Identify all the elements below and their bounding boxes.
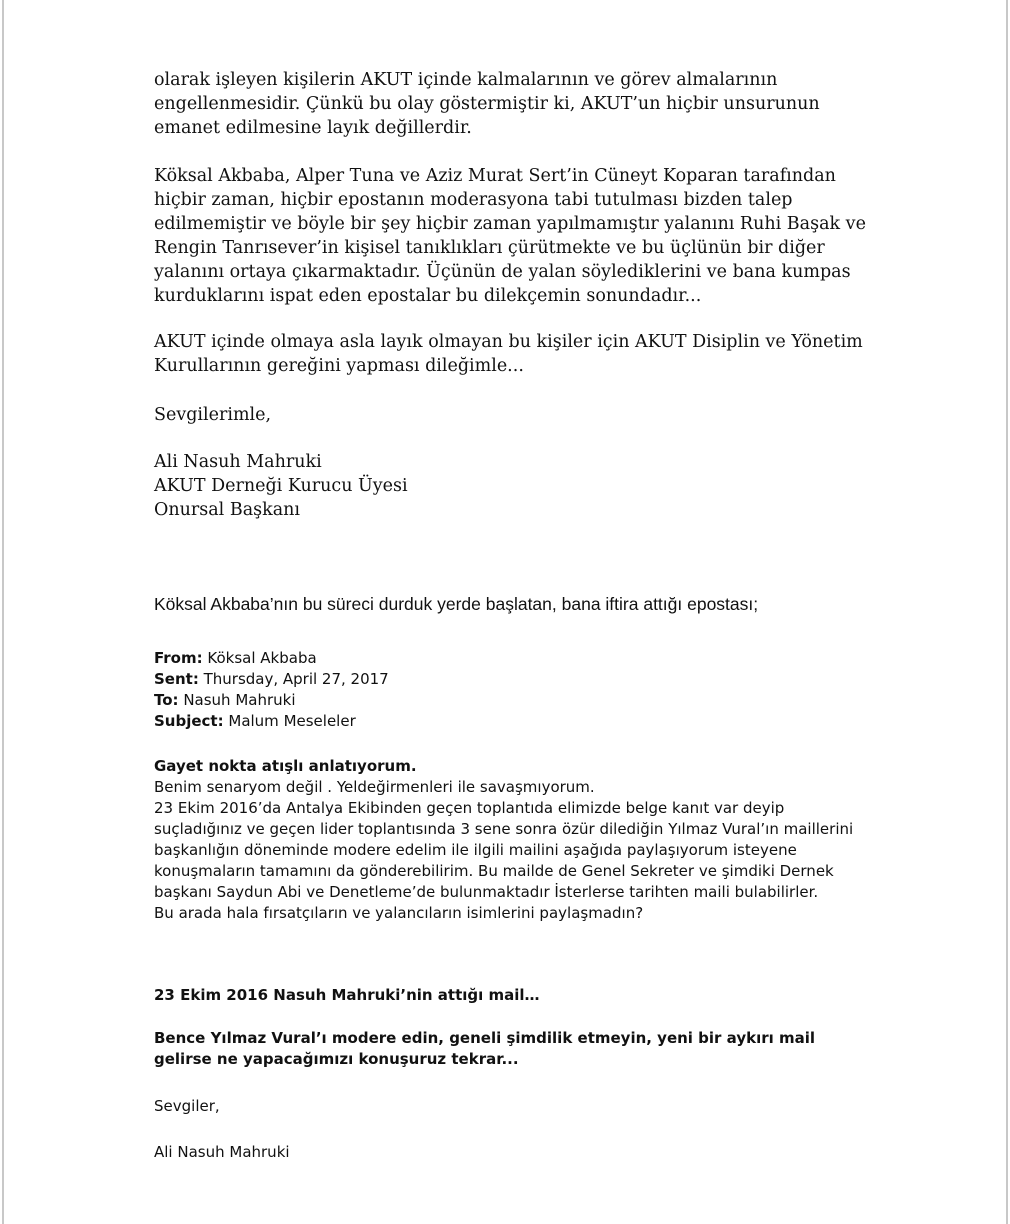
letter-paragraph-2 <box>154 164 874 308</box>
letter-paragraph-1 <box>154 68 874 140</box>
letter-paragraph-3 <box>154 330 874 378</box>
email-header <box>154 648 874 732</box>
email-subject <box>154 711 874 732</box>
email-body-line-2: 23 Ekim 2016’da Antalya Ekibinden geçen toplantıda elimizde belge kanıt var deyip suçladığınız ve geçen lider toplantısında 3 sene sonra özür dilediğin Yılmaz Vural’ın maillerini başkanlığın döneminde modere edelim ile ilgili mailini aşağıda paylaşıyorum isteyene konuşmaların tamamını da gönderebilirim. Bu mailde de Genel Sekreter ve şimdiki Dernek başkanı Saydun Abi ve Denetleme’de bulunmaktadır İsterlerse tarihten maili bulabilirler. <box>154 799 854 901</box>
to-label: To: <box>154 691 179 709</box>
email-closing-text: Sevgiler, <box>154 1097 220 1115</box>
letter-signature <box>154 450 874 522</box>
signature-name: Ali Nasuh Mahruki <box>154 452 322 472</box>
email-signature-text: Ali Nasuh Mahruki <box>154 1143 290 1161</box>
letter-closing <box>154 403 874 427</box>
quoted-mail-heading <box>154 985 874 1006</box>
email-body <box>154 756 874 924</box>
email-sent <box>154 669 874 690</box>
email-closing <box>154 1096 874 1117</box>
quoted-mail-text <box>154 1028 874 1070</box>
letter-paragraph-3-text: AKUT içinde olmaya asla layık olmayan bu kişiler için AKUT Disiplin ve Yönetim Kurullarının gereğini yapması dileğimle... <box>154 332 863 376</box>
letter-paragraph-1-text: olarak işleyen kişilerin AKUT içinde kalmalarının ve görev almalarının engellenmesidir. Çünkü bu olay göstermiştir ki, AKUT’un hiçbir unsurunun emanet edilmesine layık değillerdir. <box>154 70 820 138</box>
email-signature <box>154 1142 874 1163</box>
subject-value: Malum Meseleler <box>223 712 356 730</box>
email-body-heading: Gayet nokta atışlı anlatıyorum. <box>154 757 417 775</box>
page-right-edge <box>1006 0 1008 1224</box>
quoted-mail-body: Bence Yılmaz Vural’ı modere edin, geneli şimdilik etmeyin, yeni bir aykırı mail gelirse ne yapacağımızı konuşuruz tekrar... <box>154 1029 816 1068</box>
from-value: Köksal Akbaba <box>202 649 317 667</box>
sent-label: Sent: <box>154 670 199 688</box>
letter-closing-text: Sevgilerimle, <box>154 405 272 425</box>
page-left-edge <box>2 0 4 1224</box>
signature-role: AKUT Derneği Kurucu Üyesi <box>154 476 408 496</box>
quoted-mail-heading-text: 23 Ekim 2016 Nasuh Mahruki’nin attığı mail… <box>154 986 540 1004</box>
sent-value: Thursday, April 27, 2017 <box>198 670 389 688</box>
letter-paragraph-2-text: Köksal Akbaba, Alper Tuna ve Aziz Murat Sert’in Cüneyt Koparan tarafından hiçbir zaman, hiçbir epostanın moderasyona tabi tutulması bizden talep edilmemiştir ve böyle bir şey hiçbir zaman yapılmamıştır yalanını Ruhi Başak ve Rengin Tanrısever’in kişisel tanıklıkları çürütmekte ve bu üçlünün bir diğer yalanını ortaya çıkarmaktadır. Üçünün de yalan söylediklerini ve bana kumpas kurduklarını ispat eden epostalar bu dilekçemin sonundadır... <box>154 166 866 306</box>
email-body-line-3: Bu arada hala fırsatçıların ve yalancıların isimlerini paylaşmadın? <box>154 904 644 922</box>
email-body-line-1: Benim senaryom değil . Yeldeğirmenleri ile savaşmıyorum. <box>154 778 595 796</box>
to-value: Nasuh Mahruki <box>178 691 296 709</box>
email-to <box>154 690 874 711</box>
email-intro: Köksal Akbaba’nın bu süreci durduk yerde başlatan, bana iftira attığı epostası; <box>154 594 759 614</box>
email-from <box>154 648 874 669</box>
from-label: From: <box>154 649 203 667</box>
signature-title: Onursal Başkanı <box>154 500 301 520</box>
subject-label: Subject: <box>154 712 224 730</box>
